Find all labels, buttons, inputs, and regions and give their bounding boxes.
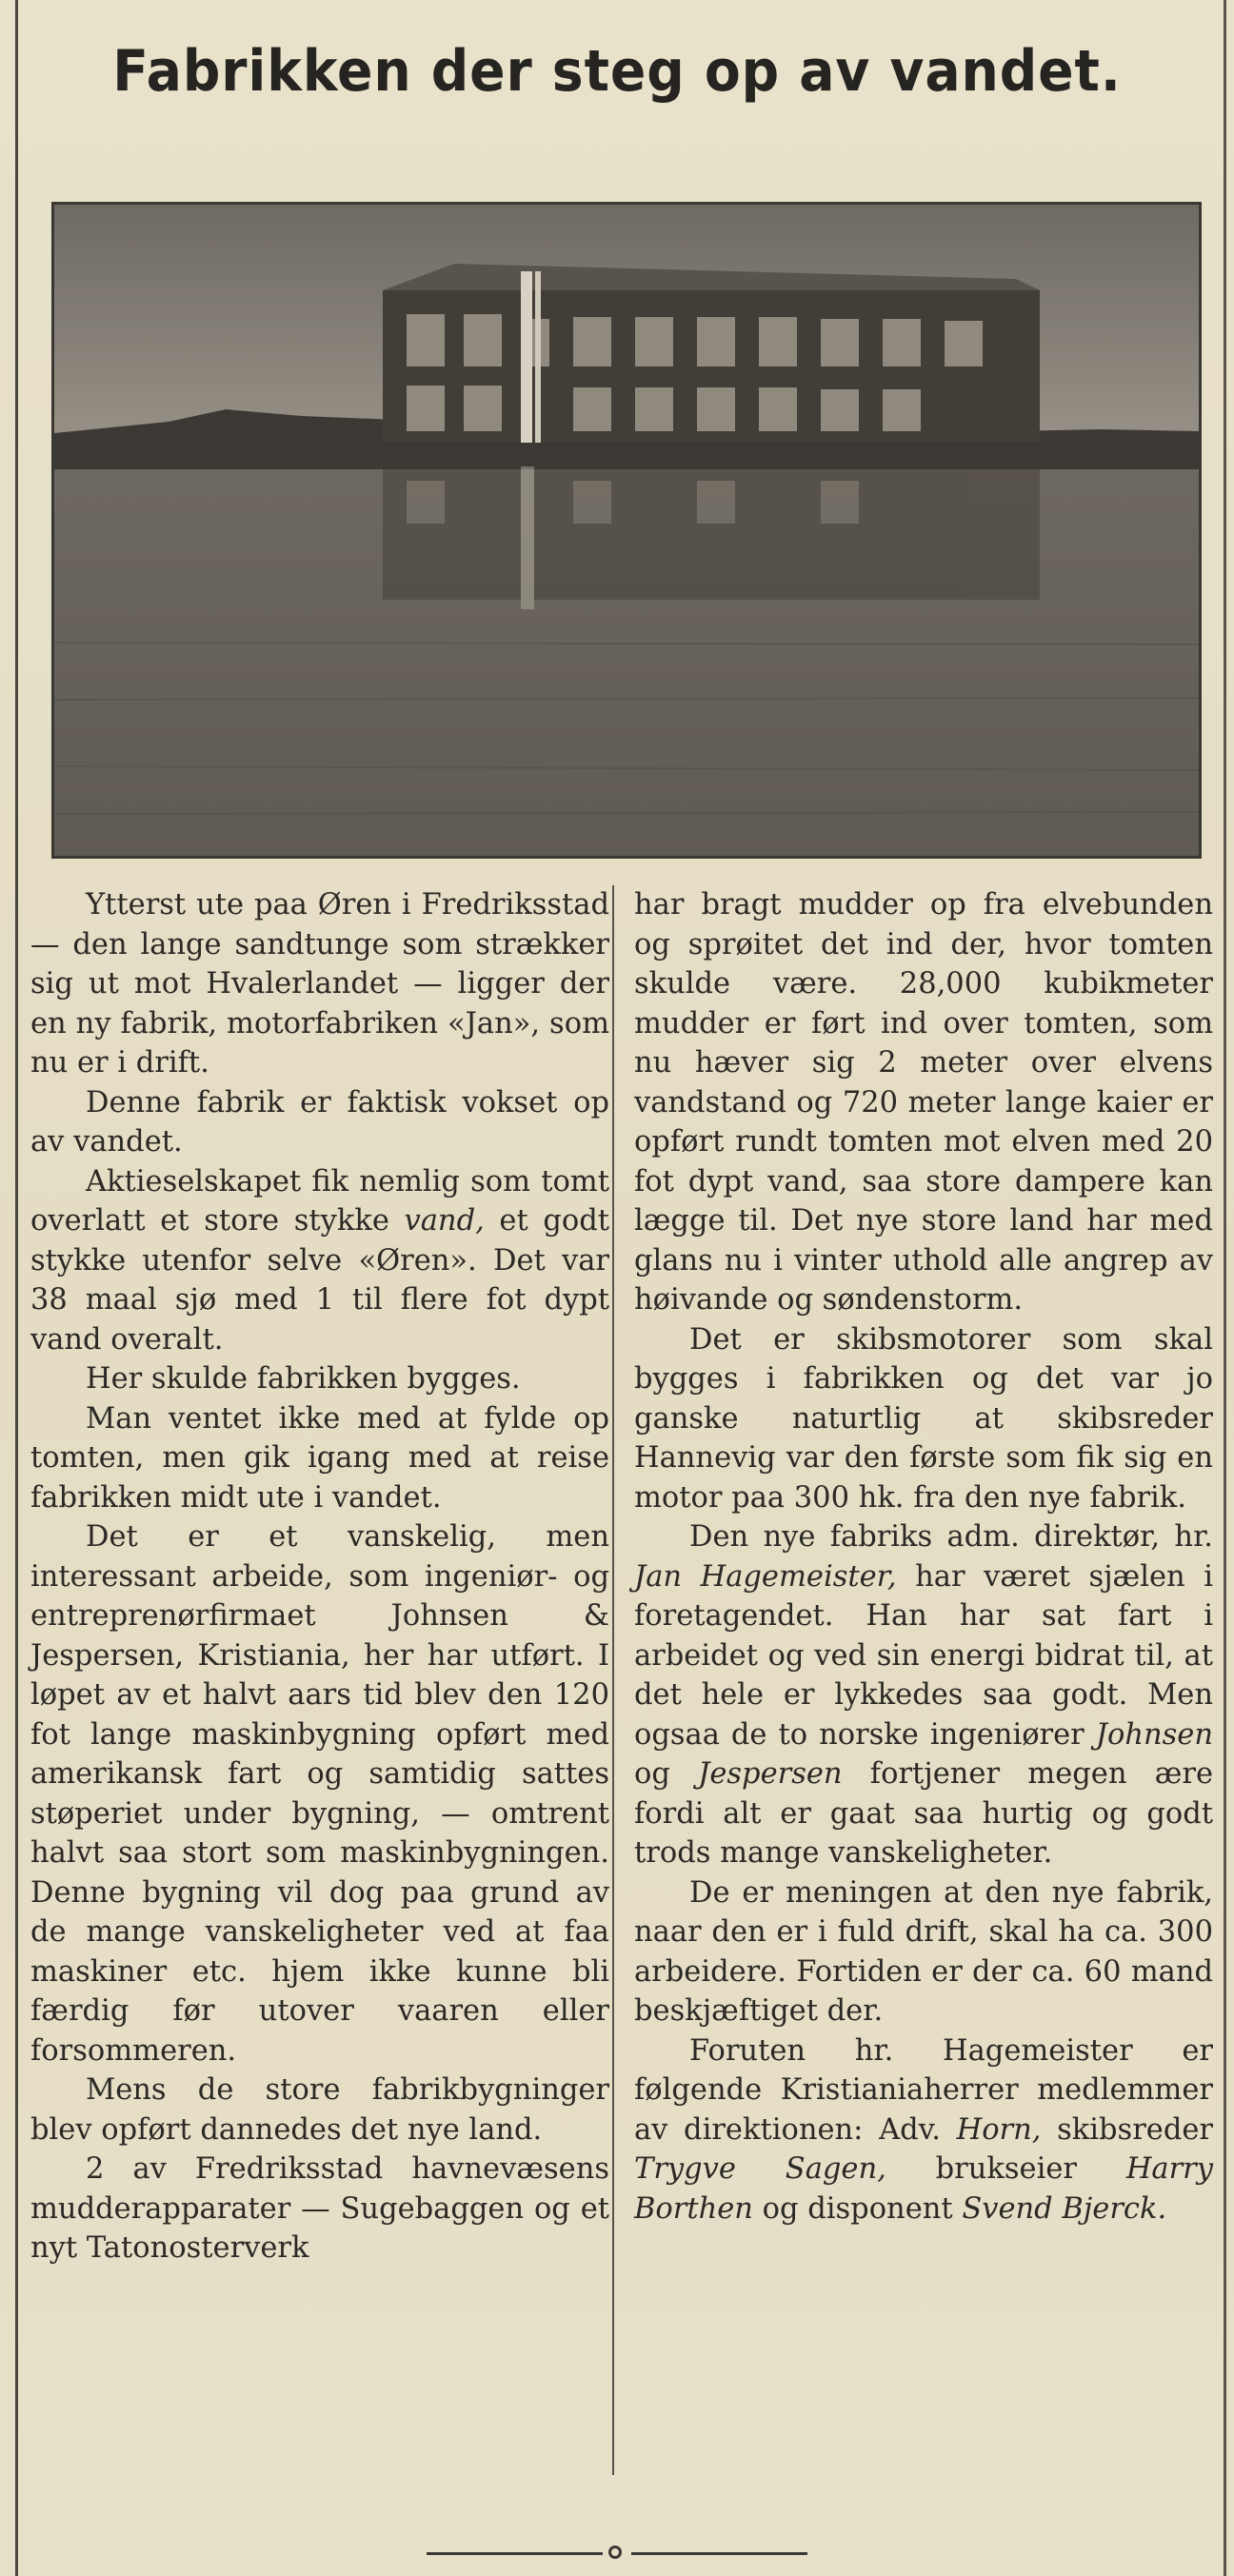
text: og disponent — [762, 2191, 953, 2226]
text: har været sjælen i foretagendet. Han har sat fart i arbeidet og ved sin energi bidrat til, at det hele er lykkedes saa godt. Men ogsaa de to norske ingeniører — [634, 1559, 1213, 1752]
text: skibsreder — [1057, 2112, 1213, 2147]
paragraph — [634, 1517, 1213, 1873]
paragraph — [634, 2031, 1213, 2229]
text: brukseier — [935, 2152, 1077, 2186]
column-divider — [612, 885, 614, 2475]
text: fortjener megen ære fordi alt er gaat saa hurtig og godt trods mange vanskeligheter. — [634, 1757, 1213, 1870]
paragraph: har bragt mudder op fra elvebunden og sprøitet det ind der, hvor tomten skulde være. 28,000 kubikmeter mudder er ført ind over tomten, som nu hæver sig 2 meter over elvens vandstand og 720 meter lange kaier er opført rundt tomten mot elven med 20 fot dypt vand, saa store dampere kan lægge til. Det nye store land har med glans nu i vinter uthold alle angrep av høivande og søndenstorm. — [634, 888, 1213, 1317]
paragraph: Man ventet ikke med at fylde op tomten, men gik igang med at reise fabrikken midt ute i vandet. — [30, 1401, 609, 1515]
factory-photo — [51, 202, 1202, 859]
end-ornament — [427, 2544, 807, 2563]
paragraph: Det er skibsmotorer som skal bygges i fabrikken og det var jo ganske naturtlig at skibsreder Hannevig var den første som fik sig en motor paa 300 hk. fra den nye fabrik. — [634, 1322, 1213, 1515]
person-name: Jespersen — [698, 1757, 843, 1791]
paragraph: 2 av Fredriksstad havnevæsens mudderapparater — Sugebaggen og et nyt Tatonosterverk — [30, 2152, 609, 2265]
paragraph: Denne fabrik er faktisk vokset op av vandet. — [30, 1085, 609, 1159]
article-headline: Fabrikken der steg op av vandet. — [112, 38, 1122, 105]
person-name: Horn, — [956, 2112, 1042, 2147]
left-border-rule — [15, 0, 18, 2576]
article-column-right — [634, 885, 1213, 2229]
person-name: Trygve Sagen, — [634, 2152, 886, 2186]
ornament-line-left — [427, 2552, 603, 2555]
paragraph: Ytterst ute paa Øren i Fredriksstad — den lange sandtunge som strækker sig ut mot Hvalerlandet — ligger der en ny fabrik, motorfabriken «Jan», som nu er i drift. — [30, 888, 609, 1080]
italic-word: vand, — [404, 1204, 485, 1238]
paragraph: Det er et vanskelig, men interessant arbeide, som ingeniør- og entreprenørfirmaet Johnsen & Jespersen, Kristiania, her har utført. I løpet av et halvt aars tid blev den 120 fot lange maskinbygning opført med amerikansk fart og samtidig sattes støperiet under bygning, — omtrent halvt saa stort som maskinbygningen. Denne bygning vil dog paa grund av de mange vanskeligheter ved at faa maskiner etc. hjem ikke kunne bli færdig før utover vaaren eller forsommeren. — [30, 1520, 609, 2068]
right-border-rule — [1224, 0, 1226, 2576]
text: Den nye fabriks adm. direktør, hr. — [689, 1520, 1213, 1554]
paragraph: Her skulde fabrikken bygges. — [86, 1362, 521, 1396]
text: Aktieselskapet fik nemlig som tomt overlatt et store stykke — [30, 1164, 609, 1238]
paragraph: Mens de store fabrikbygninger blev opført dannedes det nye land. — [30, 2073, 609, 2147]
person-name: Harry Borthen — [634, 2152, 1213, 2226]
article-column-left — [30, 885, 609, 2269]
paragraph: De er meningen at den nye fabrik, naar den er i fuld drift, skal ha ca. 300 arbeidere. Fortiden er der ca. 60 mand beskjæftiget der. — [634, 1875, 1213, 2028]
ornament-line-right — [631, 2552, 807, 2555]
text: et godt stykke utenfor selve «Øren». Det var 38 maal sjø med 1 til flere fot dypt vand overalt. — [30, 1204, 610, 1357]
person-name: Jan Hagemeister, — [634, 1559, 897, 1594]
person-name: Svend Bjerck. — [962, 2191, 1167, 2226]
person-name: Johnsen — [1095, 1717, 1214, 1752]
ornament-circle — [608, 2546, 622, 2559]
paragraph — [30, 1162, 609, 1360]
text: og — [634, 1757, 670, 1791]
text: Foruten hr. Hagemeister er følgende Kristianiaherrer medlemmer av direktionen: Adv. — [634, 2033, 1213, 2147]
